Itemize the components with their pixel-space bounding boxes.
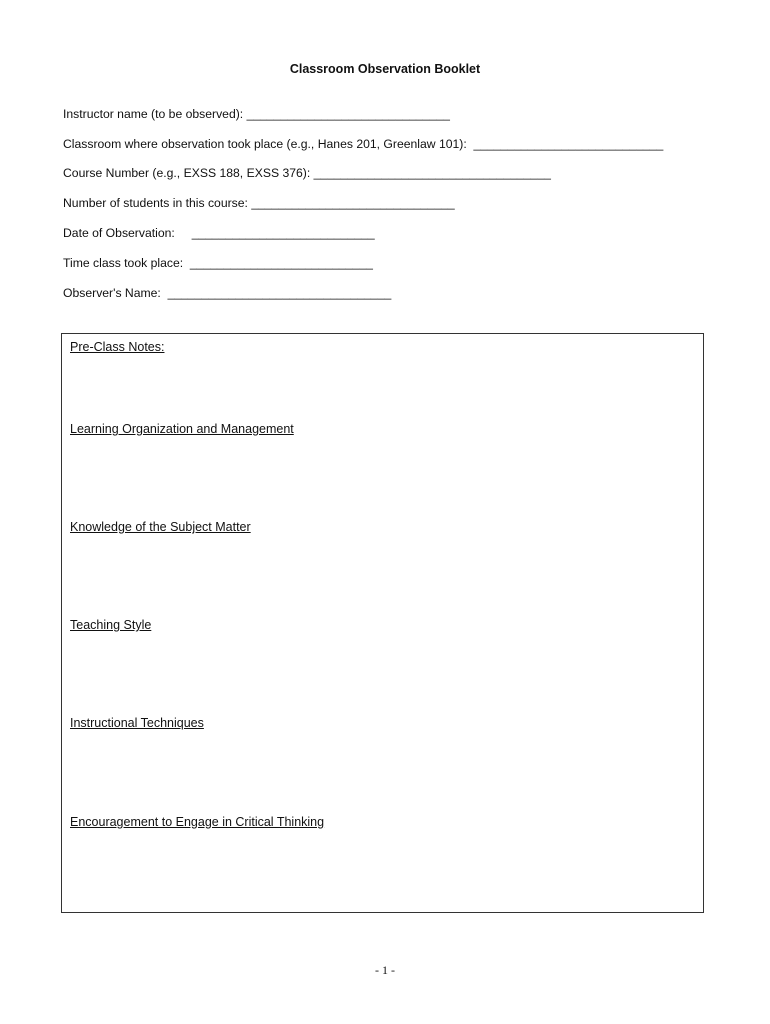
knowledge-subject-heading: Knowledge of the Subject Matter — [70, 520, 251, 534]
learning-organization-heading: Learning Organization and Management — [70, 422, 294, 436]
course-number-field[interactable]: Course Number (e.g., EXSS 188, EXSS 376): ___________________________________ — [63, 166, 551, 180]
pre-class-notes-heading: Pre-Class Notes: — [70, 340, 165, 354]
teaching-style-heading: Teaching Style — [70, 618, 152, 632]
observation-notes-box[interactable] — [61, 333, 704, 913]
page-title: Classroom Observation Booklet — [289, 62, 481, 76]
instructional-techniques-heading: Instructional Techniques — [70, 716, 204, 730]
instructor-name-field[interactable]: Instructor name (to be observed): ______________________________ — [63, 107, 450, 121]
observer-name-field[interactable]: Observer's Name: _________________________________ — [63, 286, 392, 300]
classroom-field[interactable]: Classroom where observation took place (e.g., Hanes 201, Greenlaw 101): ____________________________ — [63, 137, 664, 151]
date-of-observation-field[interactable]: Date of Observation: ___________________________ — [63, 226, 375, 240]
page-number: - 1 - — [375, 963, 395, 977]
time-class-field[interactable]: Time class took place: ___________________________ — [63, 256, 373, 270]
number-of-students-field[interactable]: Number of students in this course: ______________________________ — [63, 196, 455, 210]
critical-thinking-heading: Encouragement to Engage in Critical Thinking — [70, 815, 325, 829]
